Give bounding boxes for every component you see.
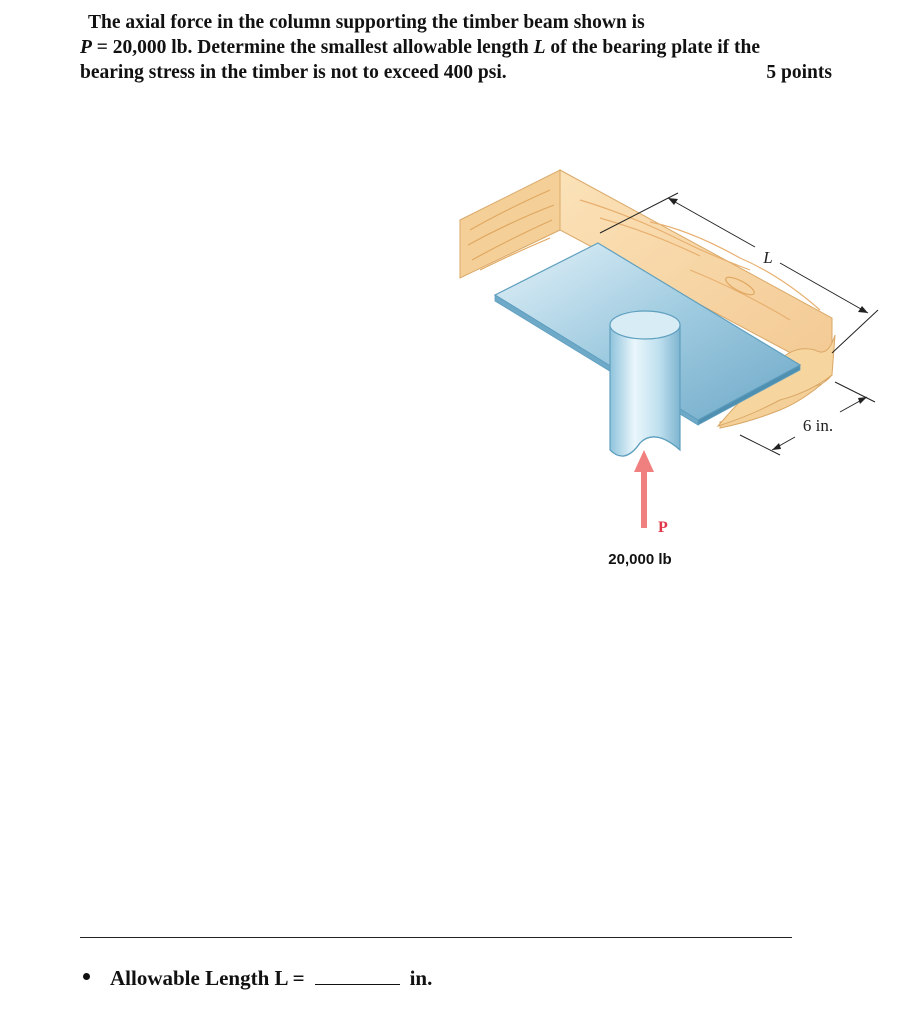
answer-unit: in.	[409, 966, 433, 990]
problem-statement	[80, 10, 832, 85]
figure-svg	[450, 160, 890, 580]
beam-column-figure	[450, 160, 890, 580]
points-label: 5 points	[766, 62, 832, 83]
var-l: L	[533, 37, 546, 58]
answer-row	[80, 966, 432, 991]
problem-line-3-text: bearing stress in the timber is not to exceed 400 psi.	[80, 62, 507, 83]
load-arrow	[608, 450, 671, 568]
var-p: P	[80, 37, 92, 58]
answer-label: Allowable Length L =	[110, 966, 305, 990]
divider	[80, 937, 792, 938]
column	[610, 311, 680, 456]
width-label: 6 in.	[802, 416, 834, 435]
problem-line-2a: = 20,000 lb. Determine the smallest allowable length	[91, 37, 534, 58]
length-label: L	[763, 248, 773, 267]
load-symbol-label: P	[658, 519, 668, 536]
problem-line-2b: of the bearing plate if the	[545, 37, 761, 58]
load-value-label: 20,000 lb	[608, 551, 672, 568]
problem-line-3	[80, 60, 832, 85]
bullet-icon	[83, 973, 90, 980]
problem-line-1: The axial force in the column supporting the timber beam shown is	[88, 12, 645, 33]
answer-blank-field[interactable]	[315, 966, 400, 985]
problem-line-2	[80, 35, 832, 60]
